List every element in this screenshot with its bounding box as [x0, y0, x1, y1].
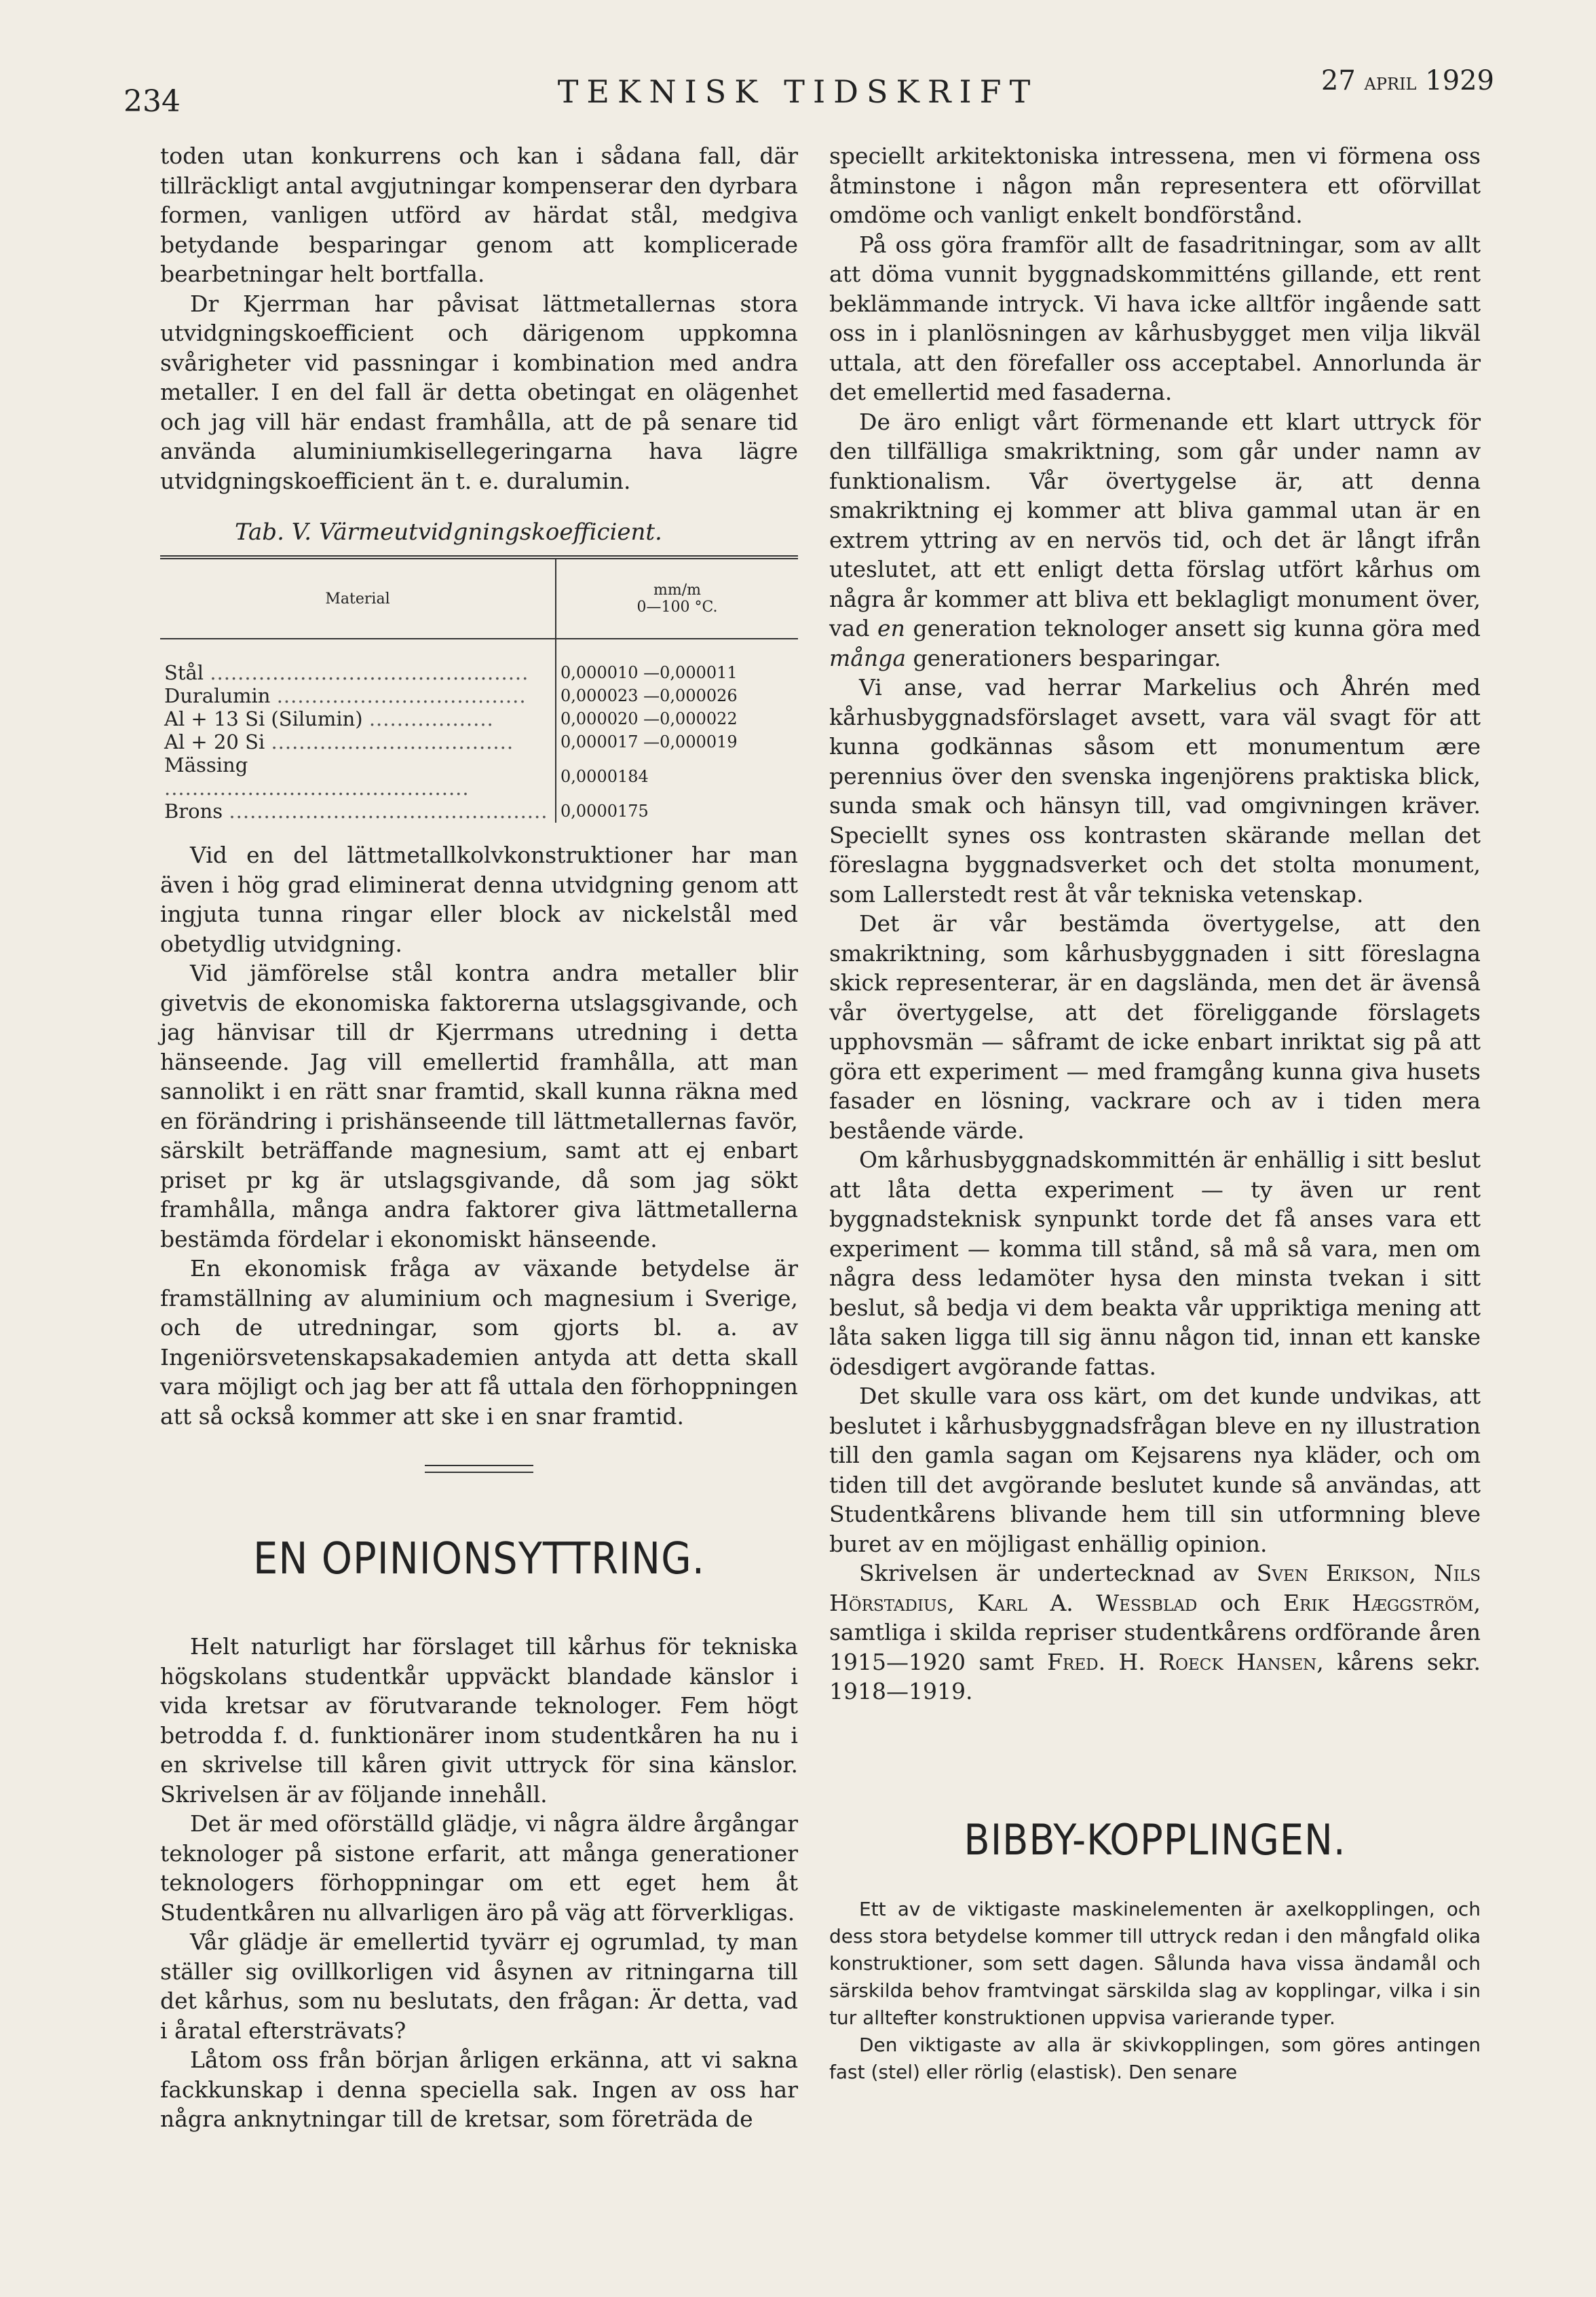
table-row: Al + 20 Si ................................... 0,000017 —0,000019 [160, 730, 798, 753]
paragraph: På oss göra framför allt de fasadritningar, som av allt att döma vunnit byggnadskommitténs gillande, ett rent beklämmande intryck. Vi hava icke alltför ingående satt oss in i planlösningen av kårhusbygget men vilja likväl uttala, att den förefaller oss acceptabel. Annorlunda är det emellertid med fasaderna. [829, 231, 1481, 405]
paragraph: Vår glädje är emellertid tyvärr ej ogrumlad, ty man ställer sig ovillkorligen vid åsynen av ritningarna till det kårhus, som nu beslutats, den frågan: Är detta, vad i åratal eftersträvats? [160, 1928, 798, 2044]
bibby-article [829, 1896, 1481, 2086]
paragraph: Ett av de viktigaste maskinelementen är axelkopplingen, och dess stora betydelse kommer till uttryck redan i den mångfald olika konstruktioner, som sett dagen. Sålunda hava vissa ändamål och särskilda behov framtvingat särskilda slag av kopplingar, vilka i sin tur alltefter konstruktionen uppvisa varierande typer. [829, 1897, 1481, 2029]
paragraph: speciellt arkitektoniska intressena, men vi förmena oss åtminstone i någon mån representera ett oförvillat omdöme och vanligt enkelt bondförstånd. [829, 143, 1481, 228]
table-title: Tab. V. Värmeutvidgningskoefficient. [235, 519, 662, 546]
paragraph: Helt naturligt har förslaget till kårhus för tekniska högskolans studentkår uppväckt blandade känslor i vida kretsar av förutvarande teknologer. Fem högt betrodda f. d. funktionärer inom studentkåren ha nu i en skrivelse till kåren givit uttryck för sina känslor. Skrivelsen är av följande innehåll. [160, 1633, 798, 1808]
paragraph: Dr Kjerrman har påvisat lättmetallernas stora utvidgningskoefficient och därigenom uppkomna svårigheter vid passningar i kombination med andra metaller. I en del fall är detta obetingat en olägenhet och jag vill här endast framhålla, att de på senare tid använda aluminiumkisellegeringarna hava lägre utvidgningskoefficient än t. e. duralumin. [160, 290, 798, 494]
section-heading: BIBBY-KOPPLINGEN. [964, 1814, 1346, 1865]
paragraph: Vid jämförelse stål kontra andra metaller blir givetvis de ekonomiska faktorerna utslagsgivande, och jag hänvisar till dr Kjerrmans utredning i detta hänseende. Jag vill emellertid framhålla, att man sannolikt i en rätt snar framtid, skall kunna räkna med en förändring i prishänseende till lättmetallernas favör, särskilt beträffande magnesium, samt att ej enbart priset pr kg är utslagsgivande, då som jag sökt framhålla, många andra faktorer giva lättmetallerna bestämda fördelar i ekonomiskt hänseende. [160, 960, 798, 1252]
paragraph: En ekonomisk fråga av växande betydelse är framställning av aluminium och magnesium i Sverige, och de utredningar, som gjorts bl. a. av Ingeniörsvetenskapsakademien antyda att detta skall vara möjligt och jag ber att få uttala den förhoppningen att så också kommer att ske i en snar framtid. [160, 1255, 798, 1430]
issue-date: 27 april 1929 [1320, 65, 1494, 96]
table-row: Brons .............................................. 0,0000175 [160, 800, 798, 823]
table-header-unit: mm/m 0—100 °C. [556, 557, 798, 639]
signatories-paragraph: Skrivelsen är undertecknad av Sven Erikson, Nils Hörstadius, Karl A. Wessblad och Erik Hæggström, samtliga i skilda repriser studentkårens ordförande åren 1915—1920 samt Fred. H. Roeck Hansen, kårens sekr. 1918—1919. [829, 1560, 1481, 1704]
paragraph: Låtom oss från början årligen erkänna, att vi sakna fackkunskap i denna speciella sak. Ingen av oss har några anknytningar till de kretsar, som företräda de [160, 2047, 798, 2132]
paragraph: Det är med oförställd glädje, vi några äldre årgångar teknologer på sistone erfarit, att många generationer teknologers förhoppningar om ett eget hem åt Studentkåren nu allvarligen äro på väg att förverkligas. [160, 1810, 798, 1926]
table-header-material: Material [160, 557, 556, 639]
paragraph: Vid en del lättmetallkolvkonstruktioner har man även i hög grad eliminerat denna utvidgning genom att ingjuta tunna ringar eller block av nickelstål med obetydlig utvidgning. [160, 842, 798, 957]
right-column [829, 141, 1481, 2086]
table-row: Al + 13 Si (Silumin) .................. 0,000020 —0,000022 [160, 707, 798, 730]
left-column [160, 141, 798, 2134]
paragraph: toden utan konkurrens och kan i sådana fall, där tillräckligt antal avgjutningar kompenserar den dyrbara formen, vanligen utförd av härdat stål, medgiva betydande besparingar genom att komplicerade bearbetningar helt bortfalla. [160, 143, 798, 287]
paragraph: De äro enligt vårt förmenande ett klart uttryck för den tillfälliga smakriktning, som går under namn av funktionalism. Vår övertygelse är, att denna smakriktning ej kommer att bliva gammal utan är en extrem yttring av en nervös tid, och det är långt ifrån uteslutet, att ett enligt detta förslag utfört kårhus om några år kommer att bliva ett beklagligt monument över, vad en generation teknologer ansett sig kunna göra med många generationers besparingar. [829, 408, 1481, 671]
expansion-table [160, 555, 798, 823]
paragraph: Den viktigaste av alla är skivkopplingen, som göres antingen fast (stel) eller rörlig (elastisk). Den senare [829, 2033, 1481, 2083]
table-row: Mässing ............................................ 0,0000184 [160, 753, 798, 800]
paragraph: Det skulle vara oss kärt, om det kunde undvikas, att beslutet i kårhusbyggnadsfrågan bleve en ny illustration till den gamla sagan om Kejsarens nya kläder, och om tiden till det avgörande beslutet kunde så användas, att Studentkårens blivande hem till sin utformning bleve buret av en möjligast enhällig opinion. [829, 1383, 1481, 1557]
journal-title: TEKNISK TIDSKRIFT [557, 73, 1039, 110]
section-divider [425, 1465, 533, 1473]
table-row: Duralumin .................................... 0,000023 —0,000026 [160, 684, 798, 707]
table-row: Stål .............................................. 0,000010 —0,000011 [160, 639, 798, 684]
paragraph: Vi anse, vad herrar Markelius och Åhrén med kårhusbyggnadsförslaget avsett, vara väl svagt för att kunna godkännas såsom ett monumentum ære perennius över den svenska ingenjörens praktiska blick, sunda smak och hänsyn till, vad omgivningen kräver. Speciellt synes oss kontrasten skärande mellan det föreslagna byggnadsverket och det stolta monument, som Lallerstedt rest åt vår tekniska vetenskap. [829, 674, 1481, 908]
paragraph: Om kårhusbyggnadskommittén är enhällig i sitt beslut att låta detta experiment — ty även ur rent byggnadsteknisk synpunkt torde det få anses vara ett experiment — komma till stånd, så må så vara, men om några dess ledamöter hysa den minsta tvekan i sitt beslut, så bedja vi dem beakta vår uppriktiga mening att låta saken ligga till sig ännu någon tid, innan ett kanske ödesdigert avgörande fattas. [829, 1146, 1481, 1380]
page-header [0, 65, 1596, 119]
page-number: 234 [124, 84, 180, 119]
paragraph: Det är vår bestämda övertygelse, att den smakriktning, som kårhusbyggnaden i sitt föreslagna skick representerar, är en dagslända, men det är ävenså vår övertygelse, att det föreliggande förslagets upphovsmän — såframt de icke enbart inriktat sig på att göra ett experiment — med framgång kunna giva husets fasader en lösning, vackrare och av i tiden mera bestående värde. [829, 910, 1481, 1144]
section-heading: EN OPINIONSYTTRING. [253, 1534, 705, 1584]
